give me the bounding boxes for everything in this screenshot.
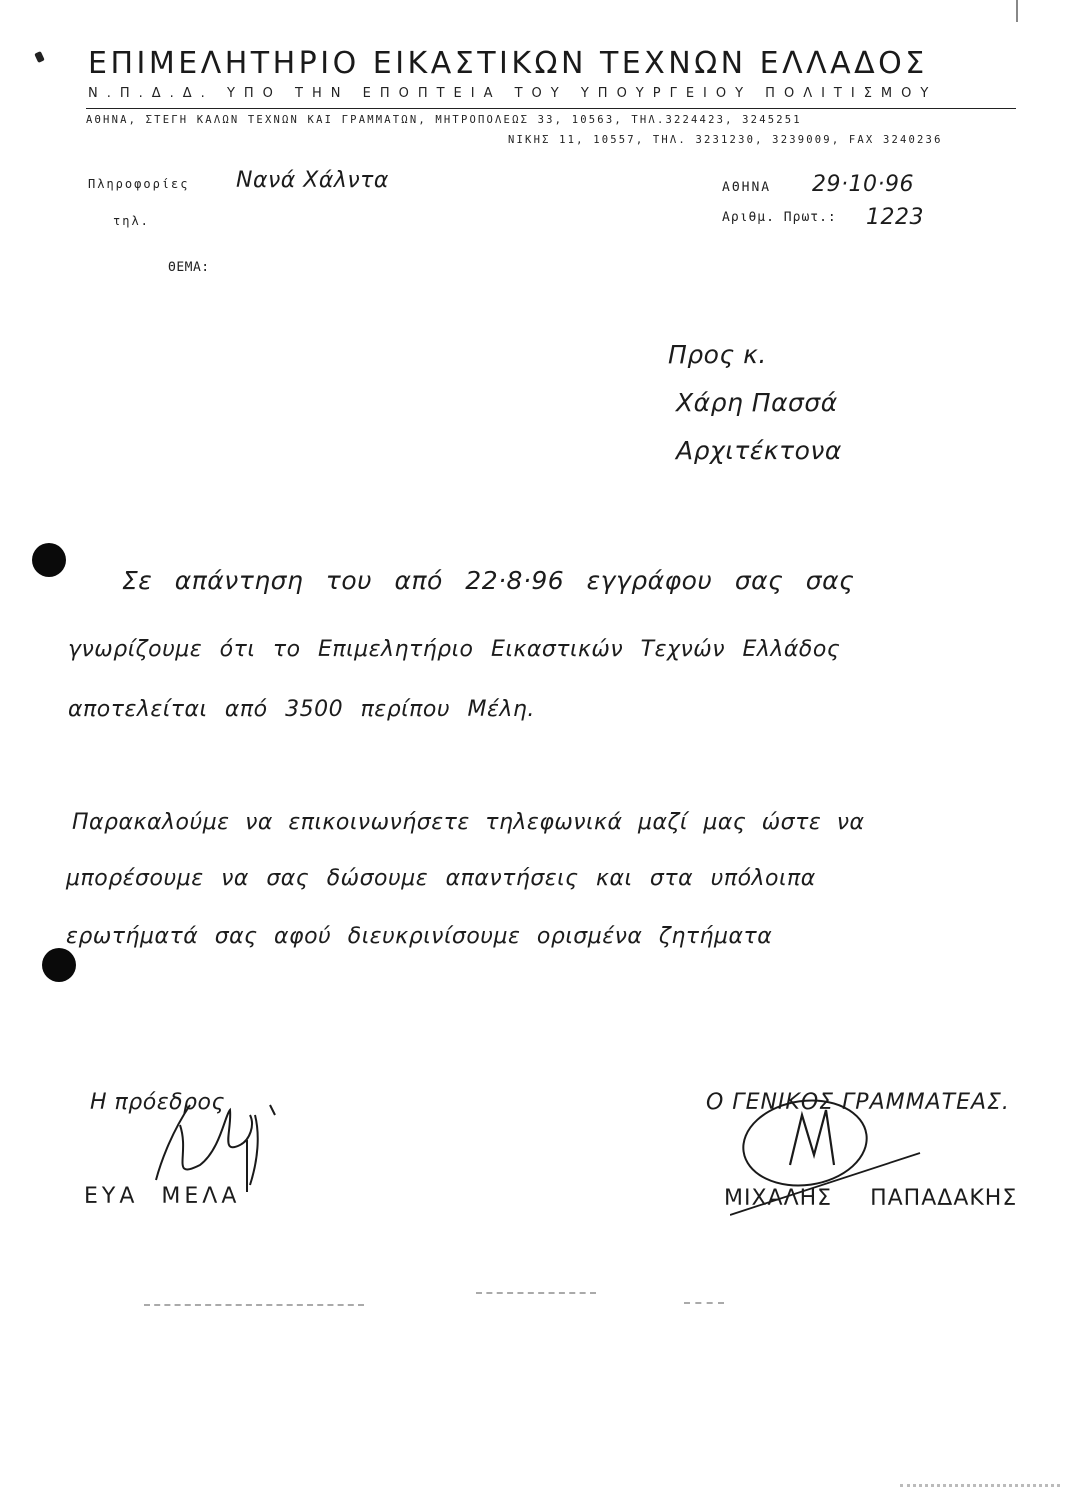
recipient-line-1: Προς κ. [668, 340, 767, 369]
scan-artifact-dashes-left [144, 1304, 364, 1306]
letterhead-subtitle: Ν.Π.Δ.Δ. ΥΠΟ ΤΗΝ ΕΠΟΠΤΕΙΑ ΤΟΥ ΥΠΟΥΡΓΕΙΟΥ ΠΟΛΙΤΙΣΜΟΥ [88, 86, 938, 101]
body-p1-line-2: γνωρίζουμε ότι το Επιμελητήριο Εικαστικών Τεχνών Ελλάδος [68, 637, 841, 662]
signature-right-name: ΜΙΧΑΛΗΣ ΠΑΠΑΔΑΚΗΣ [724, 1186, 1018, 1211]
scan-mark [34, 51, 45, 63]
tel-label: τηλ. [113, 214, 150, 228]
body-p2-line-1: Παρακαλούμε να επικοινωνήσετε τηλεφωνικά μαζί μας ώστε να [72, 810, 865, 835]
info-value: Νανά Χάλντα [236, 168, 389, 193]
letterhead-address-2: ΝΙΚΗΣ 11, 10557, ΤΗΛ. 3231230, 3239009, FAX 3240236 [508, 134, 943, 146]
punch-hole-top [32, 543, 66, 577]
body-p2-line-2: μπορέσουμε να σας δώσουμε απαντήσεις και στα υπόλοιπα [66, 866, 816, 891]
recipient-line-2: Χάρη Πασσά [676, 388, 838, 417]
info-label: Πληροφορίες [88, 177, 190, 191]
scan-artifact-bottom [900, 1484, 1060, 1487]
signature-left-title: Η πρόεδρος [90, 1090, 225, 1115]
signature-left-name: ΕΥΑ ΜΕΛΑ [84, 1184, 241, 1209]
signature-right-title: Ο ΓΕΝΙΚΟΣ ΓΡΑΜΜΑΤΕΑΣ. [706, 1090, 1010, 1115]
letterhead-divider [86, 108, 1016, 109]
city-label: ΑΘΗΝΑ [722, 180, 772, 195]
body-p2-line-3: ερωτήματά σας αφού διευκρινίσουμε ορισμένα ζητήματα [66, 924, 773, 949]
date-value: 29·10·96 [812, 172, 914, 197]
punch-hole-bottom [42, 948, 76, 982]
letterhead-address-1: ΑΘΗΝΑ, ΣΤΕΓΗ ΚΑΛΩΝ ΤΕΧΝΩΝ ΚΑΙ ΓΡΑΜΜΑΤΩΝ, ΜΗΤΡΟΠΟΛΕΩΣ 33, 10563, ΤΗΛ.3224423, 3245251 [86, 114, 802, 126]
scan-artifact-edge [1016, 0, 1018, 22]
scan-artifact-dashes-mid [476, 1292, 596, 1294]
subject-label: ΘΕΜΑ: [168, 260, 210, 275]
scan-artifact-dashes-right [684, 1302, 724, 1304]
signature-left-stroke [246, 1140, 248, 1192]
body-p1-line-3: αποτελείται από 3500 περίπου Μέλη. [68, 697, 535, 722]
recipient-line-3: Αρχιτέκτονα [676, 436, 842, 465]
protocol-value: 1223 [866, 205, 924, 230]
body-p1-line-1: Σε απάντηση του από 22·8·96 εγγράφου σας σας [122, 566, 855, 595]
protocol-label: Αριθμ. Πρωτ.: [722, 210, 837, 225]
signature-left-scribble [150, 1085, 290, 1195]
letterhead-title: ΕΠΙΜΕΛΗΤΗΡΙΟ ΕΙΚΑΣΤΙΚΩΝ ΤΕΧΝΩΝ ΕΛΛΑΔΟΣ [88, 46, 928, 81]
